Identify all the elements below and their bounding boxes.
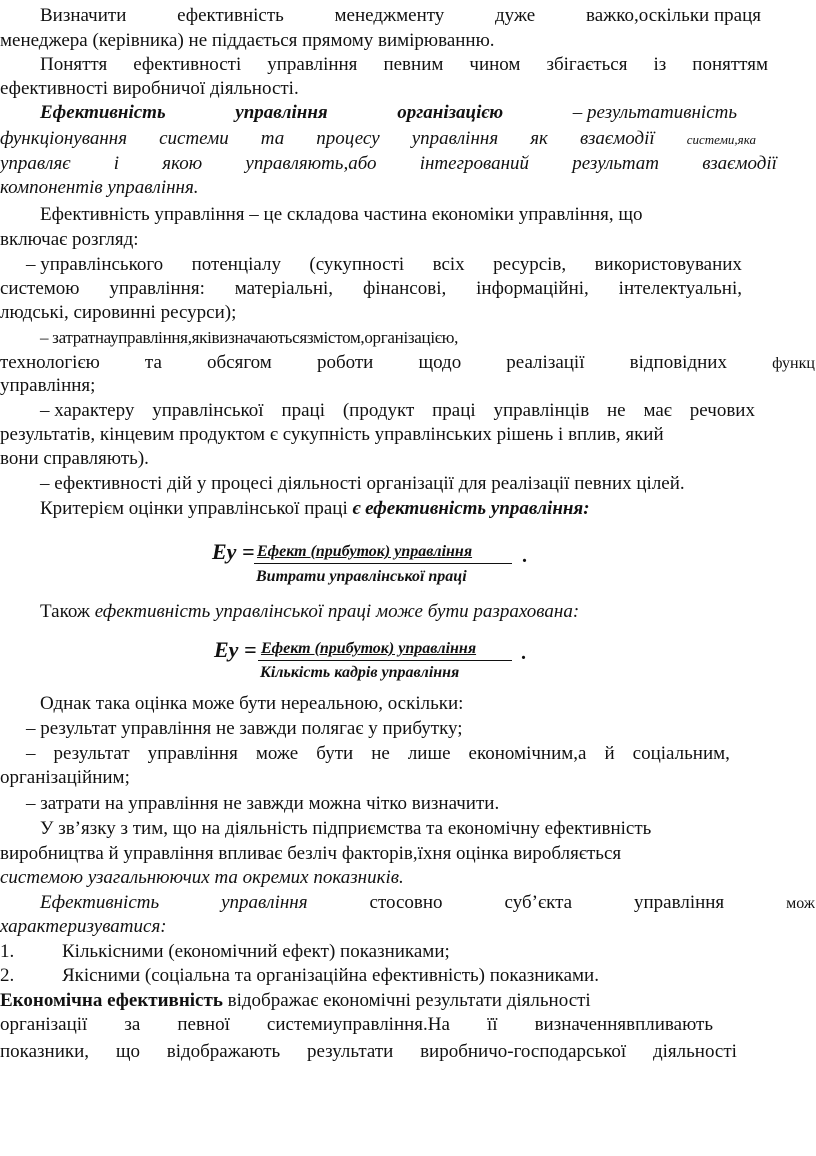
word: певної xyxy=(177,1014,230,1035)
word: організації xyxy=(0,1014,88,1035)
word: управління xyxy=(147,743,238,764)
list1-item2-line1: – затратнауправління,яківизначаютьсязмістом,організацією, xyxy=(40,328,459,347)
word: взаємодії xyxy=(579,128,655,149)
word: відповідних xyxy=(629,352,727,373)
item-text: Кількісними (економічний ефект) показниками; xyxy=(62,941,450,962)
word: Поняття xyxy=(40,54,108,75)
word-cut: мож xyxy=(786,895,815,912)
word: важко,оскільки праця xyxy=(585,5,761,26)
word: ефективності xyxy=(133,54,242,75)
word: управління xyxy=(634,892,725,913)
word: дуже xyxy=(495,5,536,26)
word: фінансові, xyxy=(362,278,447,299)
item-text: Якісними (соціальна та організаційна ефективність) показниками. xyxy=(62,965,599,986)
list1-item3-line2: результатів, кінцевим продуктом є сукупність управлінських рішень і вплив, який xyxy=(0,424,664,445)
list1-item4: – ефективності дій у процесі діяльності організації для реалізації певних цілей. xyxy=(40,473,685,494)
word: інтегрований xyxy=(419,153,530,174)
word: показники, xyxy=(0,1041,90,1062)
word: та xyxy=(144,352,162,373)
term-word: Ефективність xyxy=(40,102,166,123)
word: системиуправління.На xyxy=(266,1014,450,1035)
word: збігається xyxy=(546,54,628,75)
however-item3: – затрати на управління не завжди можна чітко визначити. xyxy=(26,793,500,814)
formula1-numerator: Ефект (прибуток) управління xyxy=(257,543,473,560)
word: чином xyxy=(469,54,521,75)
p3-line2 xyxy=(0,127,756,152)
p7-bold: Економічна ефективність xyxy=(0,990,223,1011)
list1-item1-line1 xyxy=(26,253,742,277)
word: управління xyxy=(267,54,358,75)
formula1-label: Еу = xyxy=(212,539,255,564)
p5-line3: системою узагальнюючих та окремих показників. xyxy=(0,867,404,888)
word: ресурсів, xyxy=(493,254,567,275)
however-item2-line1 xyxy=(26,742,730,766)
word: всіх xyxy=(432,254,465,275)
word: результати xyxy=(306,1041,394,1062)
word: економічним,а xyxy=(468,743,587,764)
word: функціонування xyxy=(0,128,128,149)
word: інтелектуальні, xyxy=(618,278,742,299)
word: як xyxy=(530,128,548,149)
numbered-item-1 xyxy=(0,940,450,964)
also-emph: ефективність управлінської праці може бути разрахована: xyxy=(94,601,580,622)
p4-line2: включає розгляд: xyxy=(0,229,139,250)
word: може xyxy=(255,743,299,764)
word: із xyxy=(653,54,667,75)
p2-line2: ефективності виробничої діяльності. xyxy=(0,78,299,99)
word: обсягом xyxy=(207,352,272,373)
word: управлінської xyxy=(152,400,264,421)
p5-line1: У зв’язку з тим, що на діяльність підприємства та економічну ефективність xyxy=(40,818,652,839)
p5-line2: виробництва й управління впливає безліч факторів,їхня оцінка виробляється xyxy=(0,843,622,864)
word: управління: xyxy=(109,278,205,299)
word: стосовно xyxy=(369,892,443,913)
also-line xyxy=(40,600,579,624)
word: та xyxy=(260,128,285,149)
p6-line1 xyxy=(40,891,815,916)
word: лише xyxy=(407,743,451,764)
word: управляє xyxy=(0,153,71,174)
word: реалізації xyxy=(506,352,585,373)
formula1-fraction-bar xyxy=(254,563,512,564)
word: щодо xyxy=(418,352,462,373)
however-item2-line2: організаційним; xyxy=(0,767,130,788)
list1-item1-line3: людські, сировинні ресурси); xyxy=(0,302,237,323)
word: – результативність xyxy=(572,102,737,123)
word-small: системи,яка xyxy=(686,132,756,147)
item-number: 1. xyxy=(0,941,15,962)
word: праці xyxy=(432,400,476,421)
word: Визначити xyxy=(40,5,127,26)
list1-item3-line1 xyxy=(40,399,755,423)
word: матеріальні, xyxy=(234,278,334,299)
list1-item2-line2 xyxy=(0,351,815,376)
word: має xyxy=(643,400,672,421)
formula1-denominator: Витрати управлінської праці xyxy=(256,568,467,585)
numbered-item-2 xyxy=(0,964,599,988)
p3-line3 xyxy=(0,152,777,176)
word: визначеннявпливають xyxy=(534,1014,713,1035)
word: соціальним, xyxy=(632,743,730,764)
word: управління xyxy=(221,892,308,913)
word: управління xyxy=(411,128,499,149)
word: праці xyxy=(281,400,325,421)
word: процесу xyxy=(316,128,380,149)
however-item1: – результат управління не завжди полягає у прибутку; xyxy=(26,718,463,739)
word: результат xyxy=(53,743,130,764)
p2-line1 xyxy=(40,53,768,77)
word: потенціалу xyxy=(191,254,281,275)
p3-line1 xyxy=(40,101,737,125)
word: – управлінського xyxy=(26,254,164,275)
criterion-line xyxy=(40,497,590,521)
word-cut: функц xyxy=(772,355,815,372)
word: виробничо-господарської xyxy=(420,1041,627,1062)
word: за xyxy=(124,1014,141,1035)
word: якою xyxy=(162,153,203,174)
word: інформаційні, xyxy=(476,278,589,299)
word: діяльності xyxy=(652,1041,737,1062)
p7-line2 xyxy=(0,1013,713,1037)
word: і xyxy=(113,153,120,174)
p4-line1: Ефективність управління – це складова частина економіки управління, що xyxy=(40,204,643,225)
word: роботи xyxy=(316,352,374,373)
word: речових xyxy=(689,400,755,421)
word: (сукупності xyxy=(309,254,405,275)
list1-item1-line2 xyxy=(0,277,742,301)
formula2-fraction-bar xyxy=(258,660,512,661)
item-number: 2. xyxy=(0,965,15,986)
p7-line3 xyxy=(0,1040,737,1064)
term-word: управління xyxy=(235,102,328,123)
word: Ефективність xyxy=(40,892,160,913)
p1-line1 xyxy=(40,4,761,28)
however-line1: Однак така оцінка може бути нереальною, оскільки: xyxy=(40,693,464,714)
word: й xyxy=(604,743,615,764)
word: ефективність xyxy=(177,5,284,26)
p6-line2: характеризуватися: xyxy=(0,916,167,937)
word: системи xyxy=(159,128,229,149)
also-text: Також xyxy=(40,601,90,622)
term-word: організацією xyxy=(397,102,504,123)
word: – характеру xyxy=(40,400,135,421)
list1-item2-line3: управління; xyxy=(0,375,96,396)
word: її xyxy=(486,1014,498,1035)
word: що xyxy=(115,1041,140,1062)
criterion-emph: є ефективність управління: xyxy=(352,498,590,519)
word: не xyxy=(371,743,390,764)
word: відображають xyxy=(166,1041,281,1062)
list1-item3-line3: вони справляють). xyxy=(0,448,149,469)
word: управлінців xyxy=(493,400,590,421)
word: управляють,або xyxy=(245,153,377,174)
word: системою xyxy=(0,278,80,299)
word: суб’єкта xyxy=(504,892,573,913)
word: не xyxy=(607,400,626,421)
word: технологією xyxy=(0,352,100,373)
word: менеджменту xyxy=(334,5,445,26)
p3-line4: компонентів управління. xyxy=(0,177,199,198)
formula2-label: Еу = xyxy=(214,637,257,662)
word: використовуваних xyxy=(594,254,742,275)
formula1-end: . xyxy=(522,545,527,567)
p1-line2: менеджера (керівника) не піддається прямому вимірюванню. xyxy=(0,30,495,51)
p7-rest: відображає економічні результати діяльності xyxy=(227,990,591,1011)
criterion-text: Критерієм оцінки управлінської праці xyxy=(40,498,348,519)
word: (продукт xyxy=(342,400,415,421)
formula2-numerator: Ефект (прибуток) управління xyxy=(261,640,477,657)
word: поняттям xyxy=(692,54,768,75)
word: результат xyxy=(572,153,659,174)
word: взаємодії xyxy=(702,153,777,174)
word: бути xyxy=(316,743,354,764)
p7-line1 xyxy=(0,989,591,1013)
formula2-end: . xyxy=(521,642,526,664)
word: певним xyxy=(383,54,444,75)
word: – xyxy=(26,743,36,764)
formula2-denominator: Кількість кадрів управління xyxy=(260,664,460,681)
